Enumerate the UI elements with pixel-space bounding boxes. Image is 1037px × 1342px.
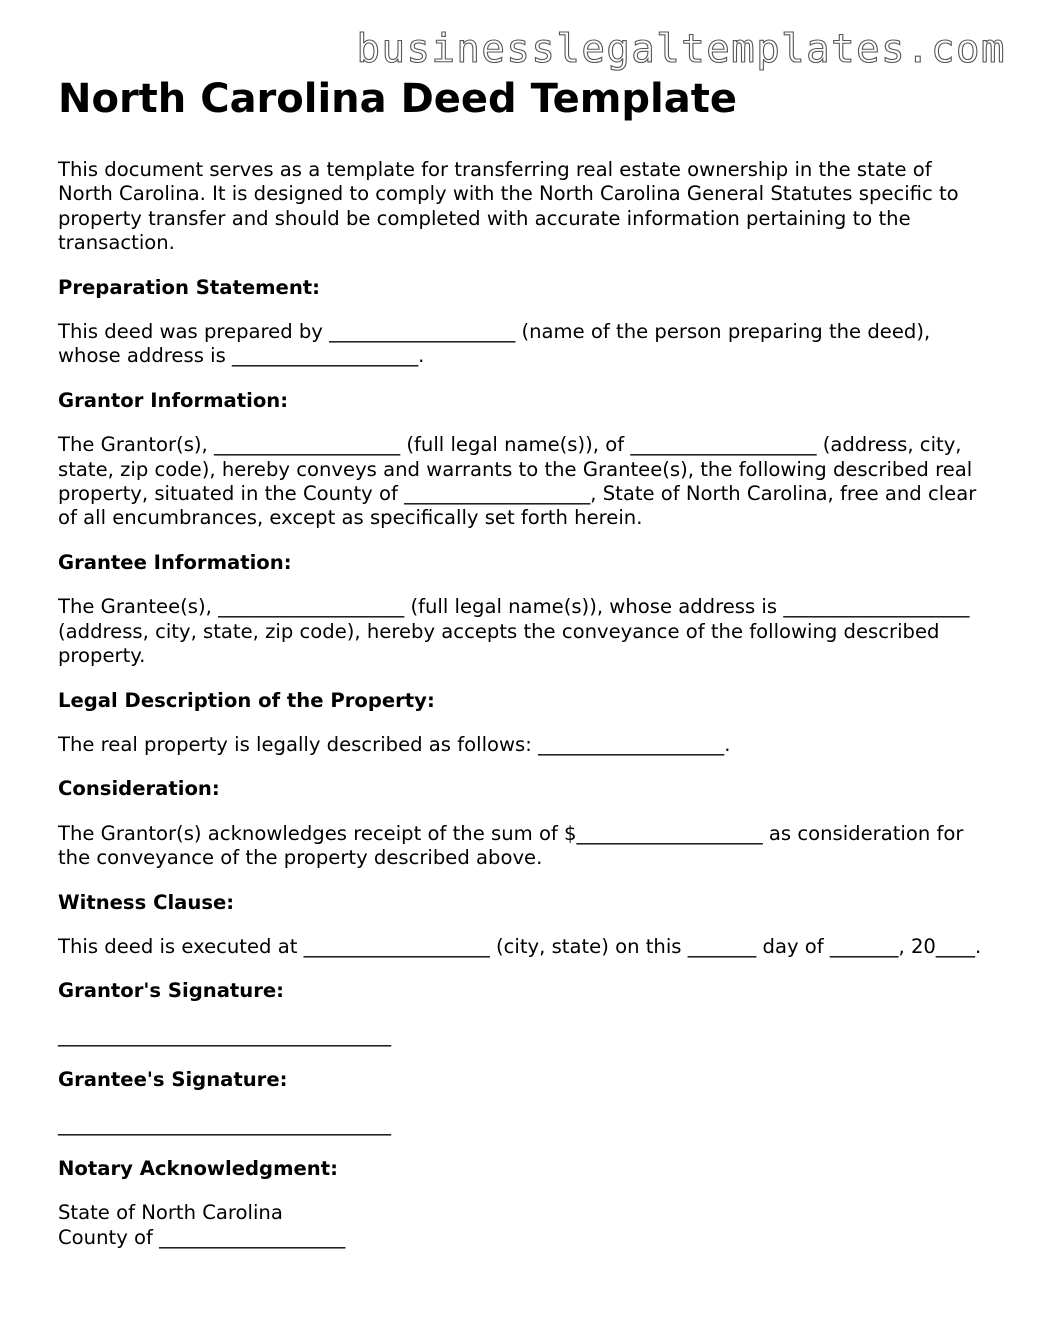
consideration-heading: Consideration: xyxy=(58,777,220,801)
grantor-signature-line: __________________________________ xyxy=(58,1023,392,1047)
witness-body: This deed is executed at ___________________ (city, state) on this _______ day of _______, 20____. xyxy=(58,934,982,958)
grantee-body: The Grantee(s), ___________________ (full legal name(s)), whose address is ___________________ (address, city, state, zip code), hereby accepts the conveyance of the following described property. xyxy=(58,595,970,668)
preparation-heading: Preparation Statement: xyxy=(58,275,320,299)
grantor-heading: Grantor Information: xyxy=(58,388,289,412)
document-title: North Carolina Deed Template xyxy=(58,76,737,122)
legal-description-body: The real property is legally described as follows: ___________________. xyxy=(58,732,731,756)
grantee-signature-line: __________________________________ xyxy=(58,1112,392,1136)
consideration-body: The Grantor(s) acknowledges receipt of the sum of $___________________ as consideration for the conveyance of the property described above. xyxy=(58,821,964,870)
notary-county-line: County of ___________________ xyxy=(58,1225,346,1249)
grantee-heading: Grantee Information: xyxy=(58,550,292,574)
grantor-body: The Grantor(s), ___________________ (full legal name(s)), of ___________________ (address, city, state, zip code), hereby conveys and warrants to the Grantee(s), the following described real property, situated in the County of ___________________, State of North Carolina, free and clear of all encumbrances, except as specifically set forth herein. xyxy=(58,433,977,530)
preparation-body: This deed was prepared by ___________________ (name of the person preparing the deed), whose address is ___________________. xyxy=(58,320,931,368)
site-watermark: businesslegaltemplates.com xyxy=(356,27,1006,72)
document-page xyxy=(58,76,983,1250)
notary-heading: Notary Acknowledgment: xyxy=(58,1156,338,1180)
legal-description-heading: Legal Description of the Property: xyxy=(58,688,435,712)
grantee-signature-heading: Grantee's Signature: xyxy=(58,1068,288,1092)
witness-heading: Witness Clause: xyxy=(58,890,235,914)
intro-paragraph: This document serves as a template for transferring real estate ownership in the state of North Carolina. It is designed to comply with the North Carolina General Statutes specific to property transfer and should be completed with accurate information pertaining to the transaction. xyxy=(58,158,959,255)
notary-state-line: State of North Carolina xyxy=(58,1201,283,1225)
notary-block xyxy=(58,1201,983,1250)
grantor-signature-heading: Grantor's Signature: xyxy=(58,979,285,1003)
